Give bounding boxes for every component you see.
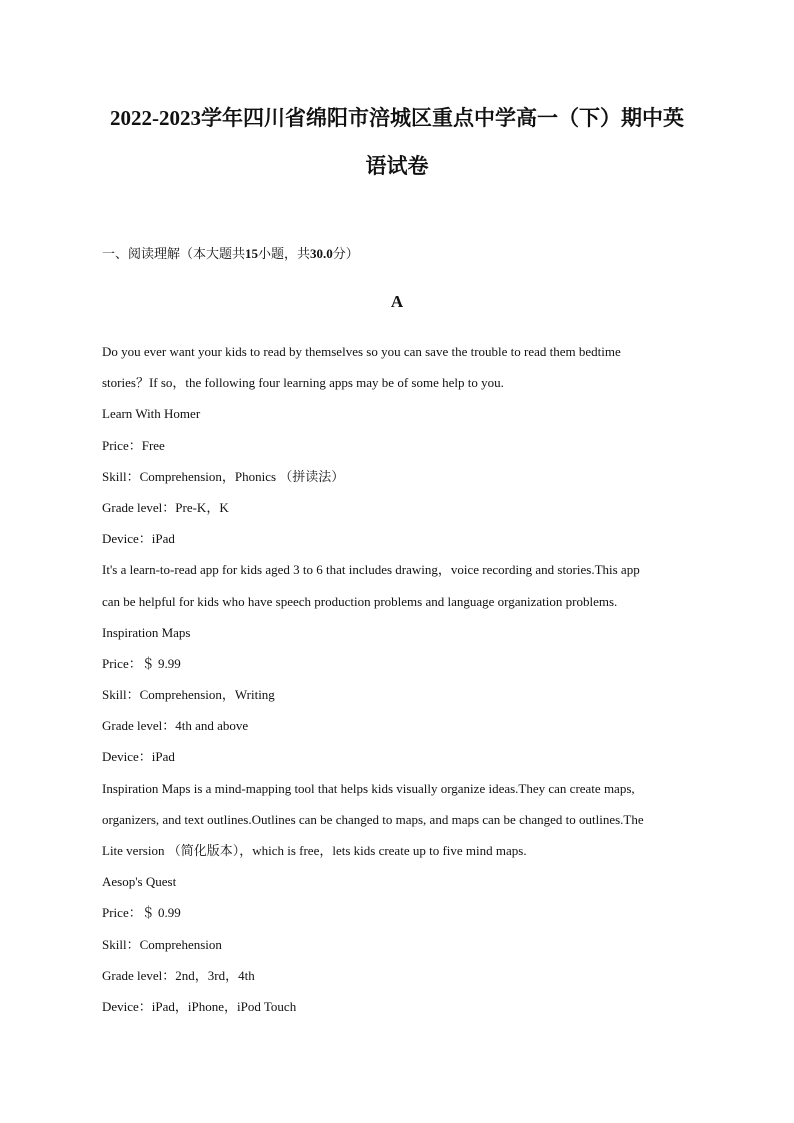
- section-mid: 小题，共: [258, 246, 311, 261]
- section-suffix: 分）: [332, 246, 359, 261]
- app-price: Price：＄ 0.99: [102, 905, 181, 921]
- app-device: Device：iPad: [102, 531, 175, 547]
- section-prefix: 一、阅读理解（本大题共: [102, 246, 246, 261]
- app-description: organizers, and text outlines.Outlines can be changed to maps, and maps can be changed to outlines.The: [102, 811, 644, 827]
- passage-line: Do you ever want your kids to read by themselves so you can save the trouble to read them bedtime: [102, 344, 621, 359]
- title-line-1: 2022-2023学年四川省绵阳市涪城区重点中学高一（下）期中英: [110, 106, 684, 130]
- app-skill: Skill：Comprehension: [102, 936, 222, 952]
- app-price: Price：＄ 9.99: [102, 655, 181, 671]
- app-description: Inspiration Maps is a mind-mapping tool that helps kids visually organize ideas.They can create maps,: [102, 780, 635, 796]
- section-score: 30.0: [310, 246, 333, 261]
- passage-label: A: [390, 292, 404, 311]
- question-count: 15: [245, 246, 259, 261]
- document-title: [90, 94, 704, 190]
- app-grade-level: Grade level：4th and above: [102, 718, 249, 734]
- passage-line: stories？If so，the following four learning apps may be of some help to you.: [102, 375, 504, 391]
- app-description: Lite version （简化版本），which is free，lets kids create up to five mind maps.: [102, 843, 527, 858]
- app-name: Inspiration Maps: [102, 624, 191, 640]
- app-price: Price：Free: [102, 437, 165, 453]
- app-name: Learn With Homer: [102, 406, 201, 422]
- app-device: Device：iPad: [102, 749, 175, 765]
- title-line-2: 语试卷: [365, 154, 429, 178]
- passage-body: [102, 340, 702, 1026]
- app-grade-level: Grade level：Pre-K，K: [102, 499, 229, 515]
- app-name: Aesop's Quest: [102, 874, 177, 890]
- app-description: It's a learn-to-read app for kids aged 3 to 6 that includes drawing，voice recording and stories.This app: [102, 562, 640, 578]
- section-heading: [102, 243, 359, 262]
- app-description: can be helpful for kids who have speech production problems and language organization problems.: [102, 593, 618, 609]
- app-skill: Skill：Comprehension，Writing: [102, 687, 275, 703]
- app-device: Device：iPad，iPhone，iPod Touch: [102, 998, 297, 1014]
- app-grade-level: Grade level：2nd，3rd，4th: [102, 967, 255, 983]
- app-skill: Skill：Comprehension，Phonics （拼读法）: [102, 468, 345, 484]
